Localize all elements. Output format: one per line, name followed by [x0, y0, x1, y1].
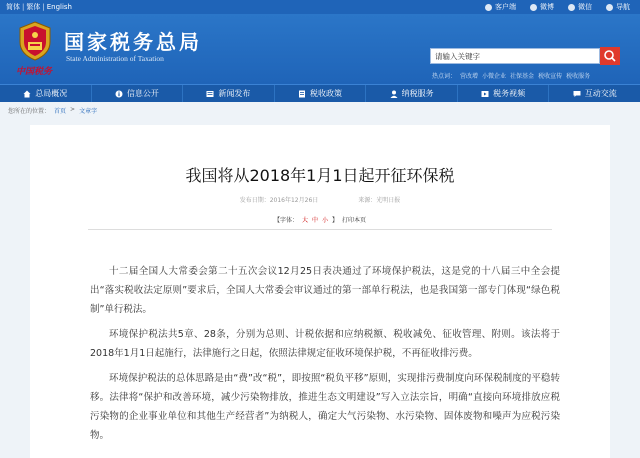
hotword-link[interactable]: 社保基金 [510, 73, 535, 80]
nav-label: 总局概况 [35, 89, 68, 98]
hotword-link[interactable]: 小微企业 [482, 73, 507, 80]
compass-icon [606, 4, 613, 11]
nav-item-policy[interactable] [275, 85, 367, 102]
client-link[interactable] [485, 0, 516, 14]
nav-item-interaction[interactable] [549, 85, 640, 102]
lang-simplified-link[interactable]: 简体 [6, 3, 20, 11]
hotword-link[interactable]: 营改增 [460, 73, 479, 80]
article-paragraph: 环境保护税法共5章、28条，分别为总则、计税依据和应纳税额、税收减免、征收管理、附则。该法将于2018年1月1日起施行，法律施行之日起，依照法律规定征收环境保护税，不再征收排污费。 [90, 329, 560, 359]
lang-english-link[interactable]: English [46, 3, 72, 11]
tax-emblem-logo[interactable] [16, 20, 54, 62]
home-icon [23, 90, 31, 98]
language-switcher [6, 0, 72, 14]
nav-label: 税收政策 [310, 89, 343, 98]
divider [88, 229, 552, 230]
hot-keywords [432, 71, 590, 80]
nav-label: 纳税服务 [401, 89, 434, 98]
wechat-label: 微信 [578, 3, 592, 11]
date-label: 发布日期： [239, 197, 270, 204]
navigation-link[interactable] [606, 0, 630, 14]
breadcrumb-current[interactable]: 文章字 [79, 108, 98, 115]
weibo-icon [530, 4, 537, 11]
phone-icon [485, 4, 492, 11]
source-label: 来源： [358, 197, 377, 204]
main-nav [0, 84, 640, 102]
article-title: 我国将从2018年1月1日起开征环保税 [185, 166, 455, 185]
top-bar [0, 0, 640, 14]
nav-item-info[interactable] [92, 85, 184, 102]
lang-separator: | [42, 3, 45, 11]
weibo-link[interactable] [530, 0, 554, 14]
font-small-button[interactable]: 小 [322, 217, 329, 224]
chat-icon [573, 90, 581, 98]
site-header [0, 14, 640, 84]
hotword-link[interactable]: 税收服务 [566, 73, 591, 80]
client-label: 客户端 [495, 3, 516, 11]
site-name-en: State Administration of Taxation [66, 54, 164, 63]
nav-item-service[interactable] [366, 85, 458, 102]
top-links [485, 0, 630, 14]
breadcrumb [8, 106, 97, 115]
nav-item-overview[interactable] [0, 85, 92, 102]
site-name-cn[interactable]: 国家税务总局 [64, 30, 202, 54]
hotwords-label: 热点词： [432, 73, 457, 80]
nav-label: 信息公开 [126, 89, 159, 98]
font-size-end: 】 [332, 217, 339, 224]
slogan-logo: 中国税务 [16, 66, 53, 76]
lang-traditional-link[interactable]: 繁体 [26, 3, 41, 11]
font-medium-button[interactable]: 中 [311, 217, 318, 224]
font-large-button[interactable]: 大 [301, 217, 308, 224]
article-meta [30, 195, 610, 204]
nav-label: 税务视频 [493, 89, 526, 98]
nav-item-news[interactable] [183, 85, 275, 102]
article-toolbar [30, 215, 610, 224]
hotword-link[interactable]: 税收宣传 [538, 73, 563, 80]
article-panel [30, 125, 610, 458]
breadcrumb-separator: > [70, 106, 76, 113]
nav-label: 互动交流 [584, 89, 617, 98]
date-value: 2016年12月26日 [269, 197, 319, 204]
breadcrumb-prefix: 您所在的位置： [8, 108, 51, 115]
source-value: 光明日报 [376, 197, 401, 204]
service-icon [390, 90, 398, 98]
navigation-label: 导航 [616, 3, 630, 11]
article-paragraph: 环境保护税法的总体思路是由“费”改“税”，即按照“税负平移”原则，实现排污费制度向环保税制度的平稳转移。法律将“保护和改善环境，减少污染物排放，推进生态文明建设”写入立法宗旨，明确“直接向环境排放应税污染物的企业事业单位和其他生产经营者”为纳税人，确定大气污染物、水污染物、固体废物和噪声为应税污染物。 [90, 373, 560, 441]
wechat-icon [568, 4, 575, 11]
nav-item-video[interactable] [458, 85, 550, 102]
article-paragraph: 十二届全国人大常委会第二十五次会议12月25日表决通过了环境保护税法，这是党的十八届三中全会提出“落实税收法定原则”要求后，全国人大常委会审议通过的第一部单行税法，也是我国第一部专门体现“绿色税制”单行税法。 [90, 266, 560, 315]
search-icon [600, 47, 620, 65]
video-icon [481, 90, 489, 98]
weibo-label: 微博 [540, 3, 554, 11]
wechat-link[interactable] [568, 0, 592, 14]
search-input[interactable]: 请输入关键字 [430, 48, 600, 64]
publish-date [240, 195, 319, 204]
news-icon [206, 90, 214, 98]
policy-icon [298, 90, 306, 98]
print-button[interactable]: 打印本页 [342, 217, 367, 224]
article-body [90, 262, 560, 451]
font-size-label: 【字体： [273, 217, 298, 224]
lang-separator: | [22, 3, 25, 11]
info-icon [115, 90, 123, 98]
search-button[interactable] [600, 47, 620, 65]
article-source [358, 195, 400, 204]
nav-label: 新闻发布 [218, 89, 251, 98]
breadcrumb-home-link[interactable]: 首页 [54, 108, 67, 115]
